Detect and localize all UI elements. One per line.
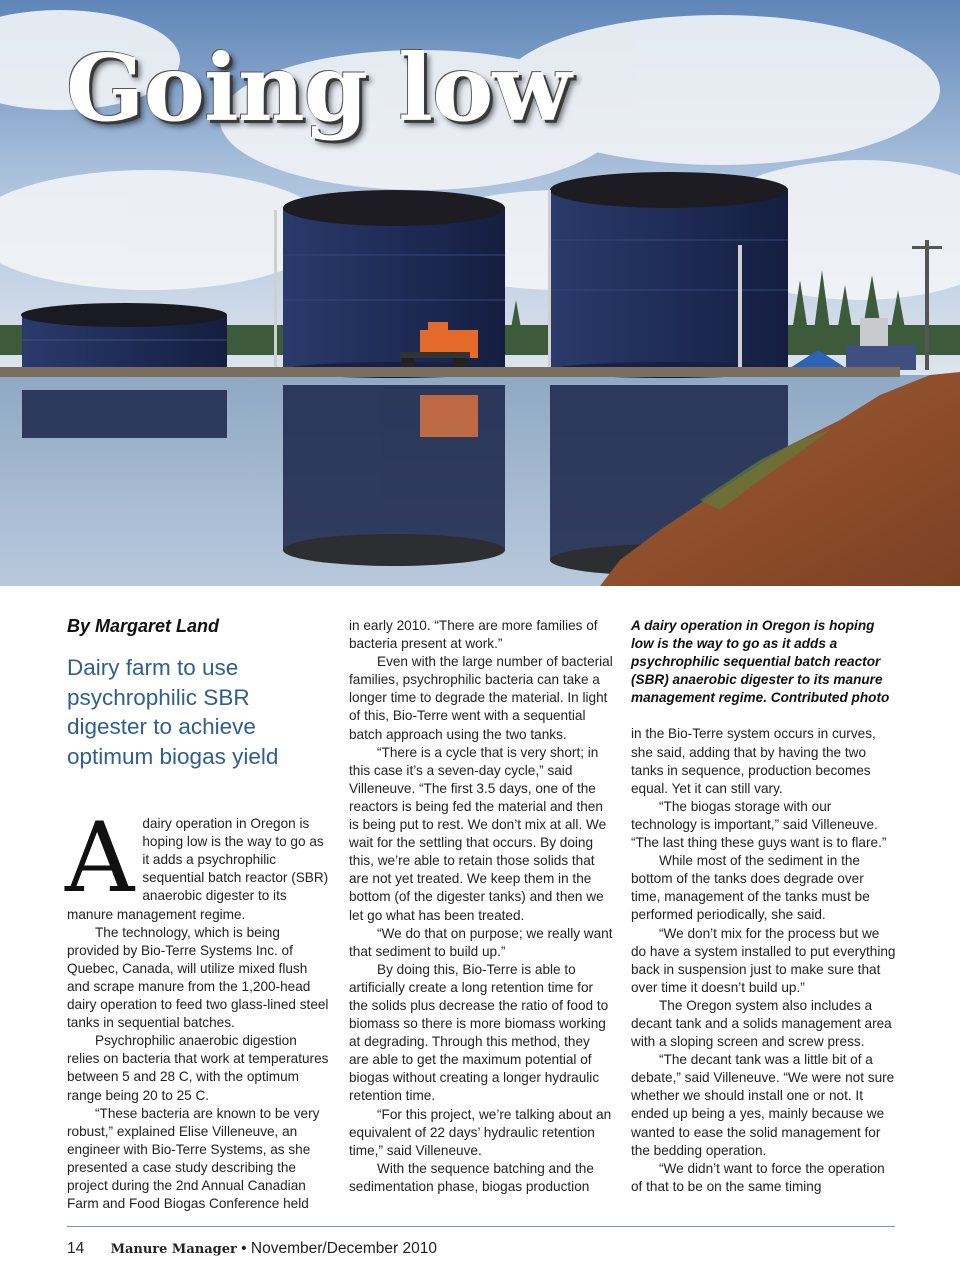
column-3 [631, 617, 896, 1196]
hero-photo [0, 0, 960, 586]
body-paragraph: “For this project, we’re talking about an equivalent of 22 days’ hydraulic retention time,” said Villeneuve. [349, 1106, 612, 1158]
body-paragraph: Psychrophilic anaerobic digestion relies on bacteria that work at temperatures between 5 and 28 C, with the optimum range being 20 to 25 C. [67, 1033, 329, 1103]
issue-date: November/December 2010 [250, 1240, 437, 1257]
column-2 [349, 617, 613, 1196]
body-paragraph: While most of the sediment in the bottom of the tanks does degrade over time, management of the tanks must be performed periodically, she said. [631, 853, 870, 923]
body-paragraph: “There is a cycle that is very short; in this case it’s a seven-day cycle,” said Villeneuve. “The first 3.5 days, one of the reactors is being fed the material and then is being put to rest. We don’t mix at all. We wait for the settling that occurs. By doing this, we’re able to retain those solids that are not yet treated. We keep them in the bottom (of the digester tanks) and then we let go what has been treated. [349, 744, 607, 923]
body-paragraph-continued: in early 2010. “There are more families of bacteria present at work.” [349, 618, 598, 652]
shoreline [0, 367, 900, 377]
headline: Going low [66, 34, 571, 142]
body-paragraph: By doing this, Bio-Terre is able to artificially create a long retention time for the solids plus decrease the ratio of food to biomass so there is more biomass working at degrading. Through this method, they are able to get the maximum potential of biogas without creating a longer hydraulic retention time. [349, 961, 609, 1104]
photo-caption: A dairy operation in Oregon is hoping low is the way to go as it adds a psychrophilic sequential batch reactor (SBR) anaerobic digester to its manure management regime. Contributed photo [631, 618, 890, 706]
page-footer [67, 1240, 437, 1258]
body-paragraph: “We didn’t want to force the operation of that to be on the same timing [631, 1160, 885, 1194]
body-paragraph: “The biogas storage with our technology is important,” said Villeneuve. “The last thing these guys want is to flare.” [631, 798, 887, 851]
body-paragraph: The Oregon system also includes a decant tank and a solids management area with a sloping screen and screw press. [631, 997, 892, 1050]
footer-separator: • [241, 1240, 247, 1257]
drop-cap: A [65, 802, 135, 915]
body-paragraph-continued: in the Bio-Terre system occurs in curves, she said, adding that by having the two tanks in sequence, production becomes equal. Yet it can still vary. [631, 726, 876, 796]
small-tank [21, 303, 227, 367]
byline: By Margaret Land [67, 616, 220, 636]
utility-pole [925, 240, 929, 370]
lead-text: dairy operation in Oregon is hoping low is the way to go as it adds a psychrophilic sequential batch reactor (SBR) anaerobic digester to its manure management regime. [67, 816, 329, 922]
body-paragraph: Even with the large number of bacterial families, psychrophilic bacteria can take a longer time to degrade the material. In light of this, Bio-Terre went with a sequential batch approach using the two tanks. [349, 654, 613, 742]
body-paragraph: “The decant tank was a little bit of a debate,” said Villeneuve. “We were not sure whether we should install one or not. It ended up being a yes, mainly because we wanted to ease the solid management for the bedding operation. [631, 1052, 895, 1158]
body-paragraph: “These bacteria are known to be very robust,” explained Elise Villeneuve, an engineer with Bio-Terre Systems, as she presented a case study describing the project during the 2nd Annual Canadian Farm and Food Biogas Conference held [67, 1105, 320, 1212]
column-1 [67, 617, 329, 1213]
lead-paragraph [65, 802, 329, 924]
body-paragraph: “We do that on purpose; we really want that sediment to build up.” [349, 925, 613, 959]
body-paragraph: With the sequence batching and the sedimentation phase, biogas production [349, 1160, 594, 1194]
deck: Dairy farm to use psychrophilic SBR digester to achieve optimum biogas yield [67, 655, 279, 769]
footer-rule [67, 1226, 895, 1227]
body-paragraph: “We don’t mix for the process but we do have a system installed to put everything back in suspension just to make sure that over time it doesn’t build up.” [631, 925, 896, 995]
page-number: 14 [67, 1240, 85, 1257]
magazine-name: Manure Manager [110, 1242, 237, 1257]
large-tank-2 [548, 172, 788, 378]
body-paragraph: The technology, which is being provided by Bio-Terre Systems Inc. of Quebec, Canada, will utilize mixed flush and scrape manure from the 1,200-head dairy operation to feed two glass-lined steel tanks in sequential batches. [67, 924, 329, 1031]
